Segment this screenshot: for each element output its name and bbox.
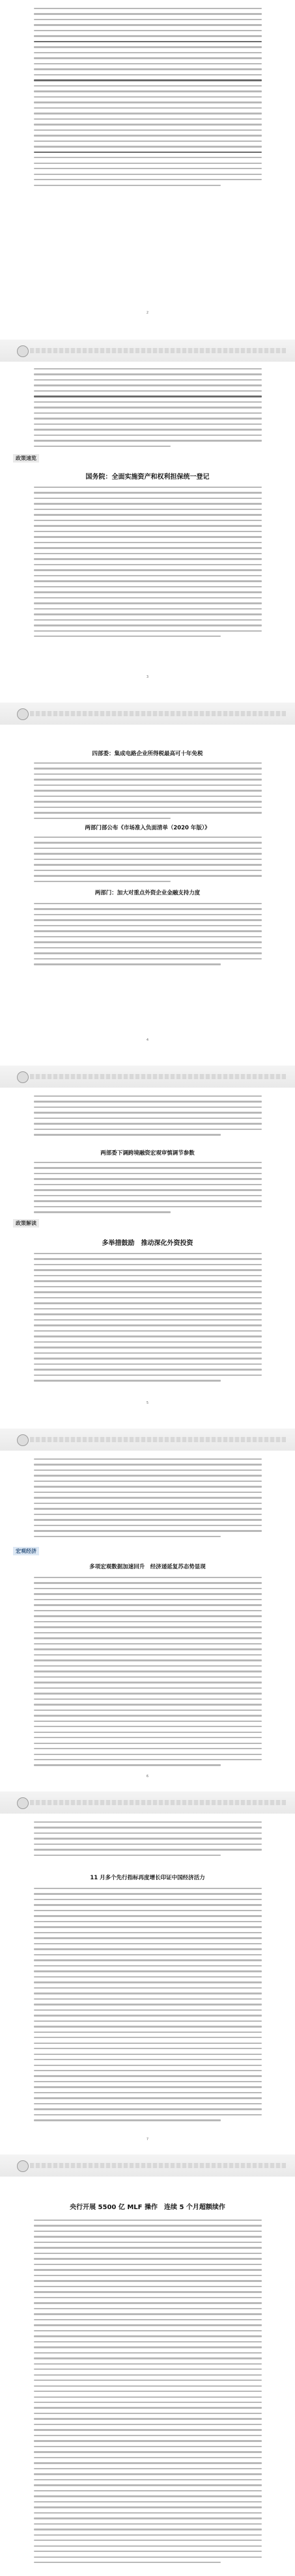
body-text [34, 368, 262, 451]
page-1 [0, 0, 295, 338]
binder-ring-icon [17, 1071, 29, 1083]
page-5 [0, 1452, 295, 1790]
page-number: 7 [146, 2138, 149, 2141]
article-headline: 四部委：集成电路企业所得税最高可十年免税 [92, 751, 203, 757]
page-number: 3 [146, 675, 149, 679]
body-text [34, 1888, 262, 2125]
body-text [34, 487, 262, 641]
section-label: 宏观经济 [13, 1547, 39, 1555]
page-divider [0, 703, 295, 725]
article-headline: 11 月多个先行指标再度增长印证中国经济活力 [90, 1875, 205, 1881]
body-text [34, 1162, 262, 1217]
binder-ring-icon [17, 708, 29, 720]
body-text [34, 2220, 262, 2568]
page-4 [0, 1089, 295, 1427]
binder-ring-icon [17, 345, 29, 357]
page-divider [0, 1429, 295, 1451]
body-text [34, 1253, 262, 1386]
page-divider [0, 340, 295, 362]
binder-ring-icon [17, 1797, 29, 1809]
binder-ring-icon [17, 2160, 29, 2172]
article-headline: 多项宏观数据加速回升 经济递延复苏态势显现 [89, 1564, 206, 1570]
body-text [34, 1458, 262, 1541]
page-2 [0, 363, 295, 701]
body-text [34, 1095, 262, 1140]
body-text [34, 903, 262, 969]
article-headline: 两部门：加大对重点外资企业金融支持力度 [94, 890, 201, 896]
page-6 [0, 1815, 295, 2153]
section-label: 政策速览 [13, 454, 39, 463]
binder-ring-icon [17, 1434, 29, 1446]
article-headline: 两部门部公布《市场准入负面清单（2020 年版）》 [85, 825, 210, 831]
article-headline: 央行开展 5500 亿 MLF 操作 连续 5 个月超额续作 [70, 2204, 225, 2211]
page-number: 6 [146, 1775, 149, 1778]
page-number: 5 [146, 1401, 149, 1405]
body-text [34, 1577, 262, 1770]
body-text [34, 837, 262, 886]
section-label: 政策解读 [13, 1219, 39, 1228]
page-number: 4 [146, 1038, 149, 1042]
article-headline: 多举措鼓励 推动深化外资投资 [102, 1240, 193, 1247]
body-text [34, 8, 262, 190]
page-number: 2 [146, 311, 149, 315]
article-headline: 两部委下调跨境融资宏观审慎调节参数 [100, 1150, 195, 1157]
page-divider [0, 1066, 295, 1088]
article-headline: 国务院：全面实施资产和权利担保统一登记 [85, 474, 210, 481]
page-3 [0, 726, 295, 1064]
page-divider [0, 2154, 295, 2177]
page-7 [0, 2178, 295, 2576]
body-text [34, 1821, 262, 1860]
body-text [34, 762, 262, 823]
page-divider [0, 1791, 295, 1814]
